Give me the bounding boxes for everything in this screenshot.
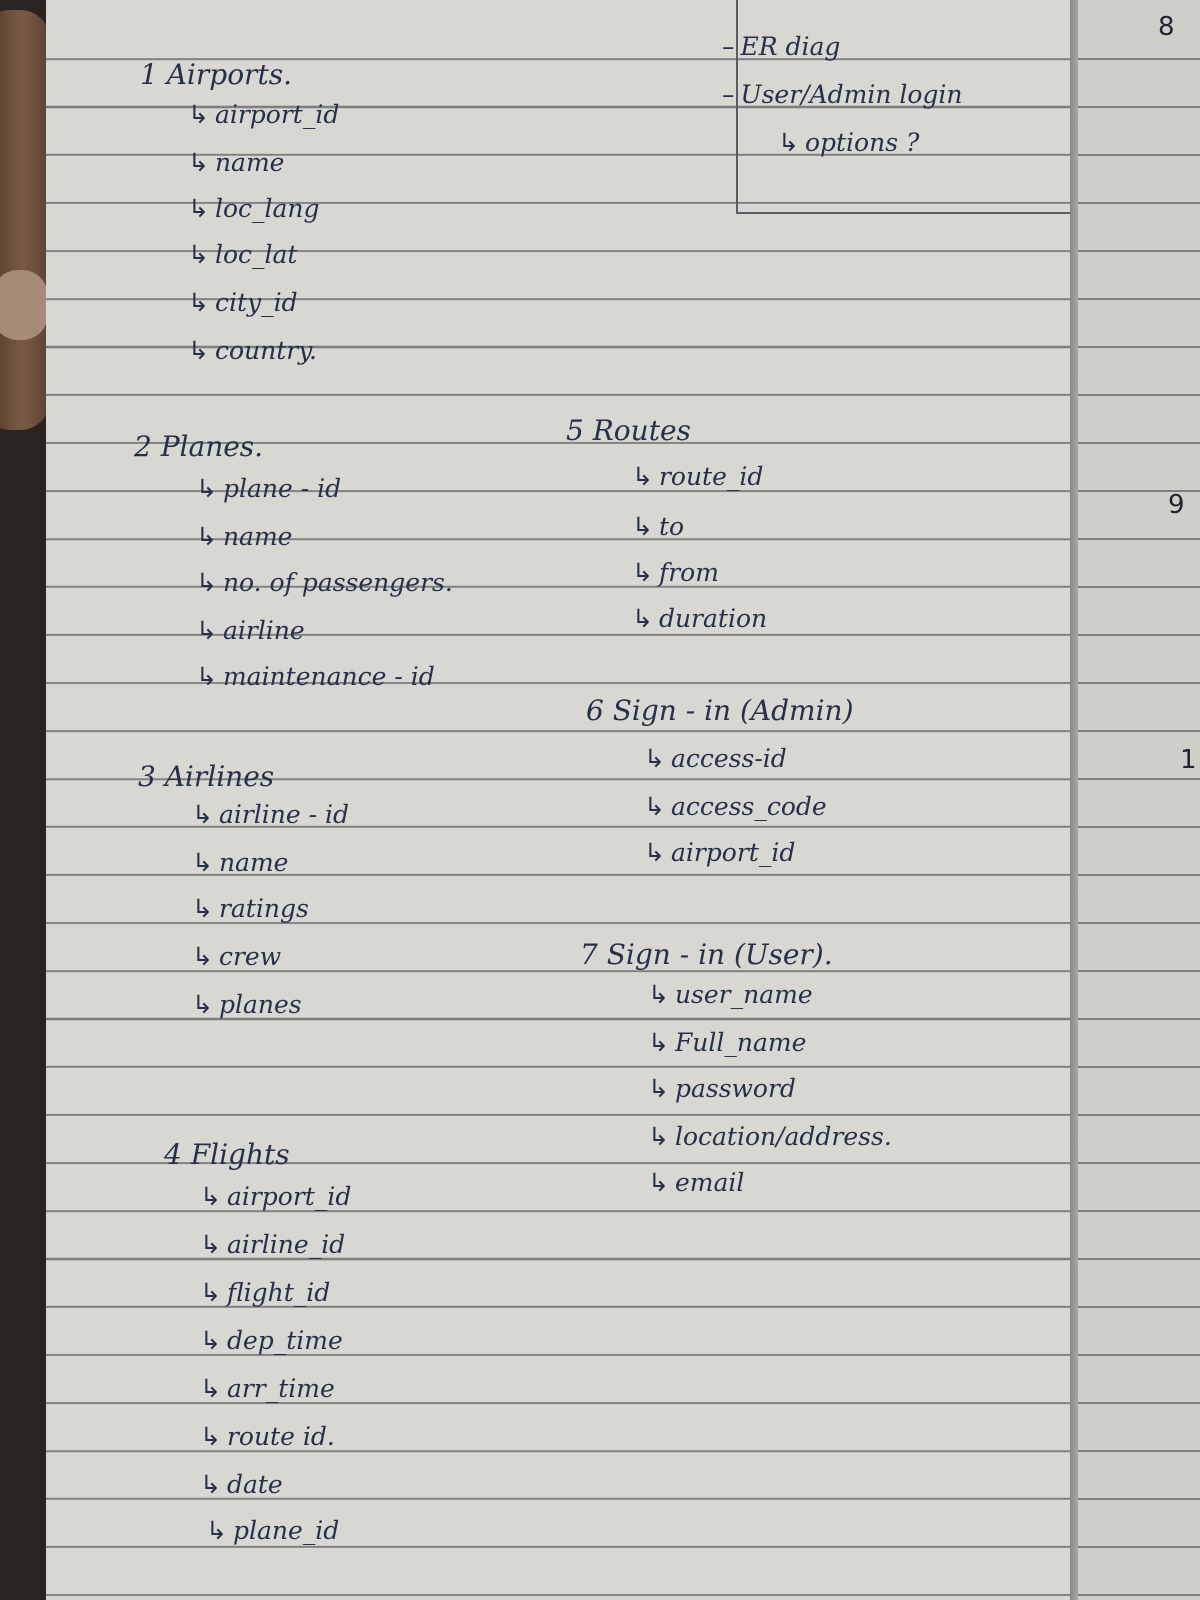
field-item: ↳ airport_id [188, 100, 340, 129]
field-item: ↳ arr_time [200, 1374, 335, 1403]
section-title-signin-admin: 6 Sign - in (Admin) [586, 694, 854, 727]
field-item: ↳ access-id [644, 744, 787, 773]
field-item: ↳ email [648, 1168, 745, 1197]
field-item: ↳ airline [196, 616, 305, 645]
field-item: ↳ loc_lat [188, 240, 298, 269]
field-item: ↳ duration [632, 604, 768, 633]
field-item: ↳ loc_lang [188, 194, 320, 223]
field-item: ↳ location/address. [648, 1122, 892, 1151]
field-item: ↳ route id. [200, 1422, 335, 1451]
finger [0, 10, 50, 430]
field-item: ↳ airport_id [644, 838, 796, 867]
section-title-airports: 1 Airports. [140, 58, 292, 91]
field-item: ↳ to [632, 512, 685, 541]
note-box-bottom [736, 212, 1126, 214]
page-number-facing: 9 [1168, 490, 1185, 520]
field-item: ↳ no. of passengers. [196, 568, 453, 597]
field-item: ↳ name [188, 148, 285, 177]
section-title-flights: 4 Flights [164, 1138, 290, 1171]
field-item: ↳ crew [192, 942, 282, 971]
field-item: ↳ access_code [644, 792, 827, 821]
field-item: ↳ password [648, 1074, 796, 1103]
field-item: ↳ route_id [632, 462, 764, 491]
field-item: ↳ maintenance - id [196, 662, 435, 691]
field-item: ↳ country. [188, 336, 317, 365]
field-item: ↳ name [196, 522, 293, 551]
field-item: ↳ plane - id [196, 474, 342, 503]
field-item: ↳ from [632, 558, 719, 587]
field-item: ↳ date [200, 1470, 283, 1499]
section-title-signin-user: 7 Sign - in (User). [580, 938, 833, 971]
note-item: – User/Admin login [722, 80, 963, 109]
field-item: ↳ city_id [188, 288, 298, 317]
section-title-airlines: 3 Airlines [138, 760, 275, 793]
field-item: ↳ airline - id [192, 800, 350, 829]
section-title-planes: 2 Planes. [134, 430, 264, 463]
field-item: ↳ airport_id [200, 1182, 352, 1211]
page-number-facing: 1 [1180, 745, 1197, 775]
field-item: ↳ airline_id [200, 1230, 346, 1259]
facing-page [1078, 0, 1200, 1600]
section-title-routes: 5 Routes [566, 414, 691, 447]
field-item: ↳ dep_time [200, 1326, 343, 1355]
field-item: ↳ Full_name [648, 1028, 807, 1057]
field-item: ↳ name [192, 848, 289, 877]
note-item: ↳ options ? [778, 128, 920, 157]
field-item: ↳ ratings [192, 894, 309, 923]
field-item: ↳ flight_id [200, 1278, 331, 1307]
note-item: – ER diag [722, 32, 841, 61]
field-item: ↳ user_name [648, 980, 813, 1009]
fingernail [0, 270, 48, 340]
field-item: ↳ planes [192, 990, 302, 1019]
page-number: 8 [1158, 12, 1175, 42]
field-item: ↳ plane_id [206, 1516, 340, 1545]
